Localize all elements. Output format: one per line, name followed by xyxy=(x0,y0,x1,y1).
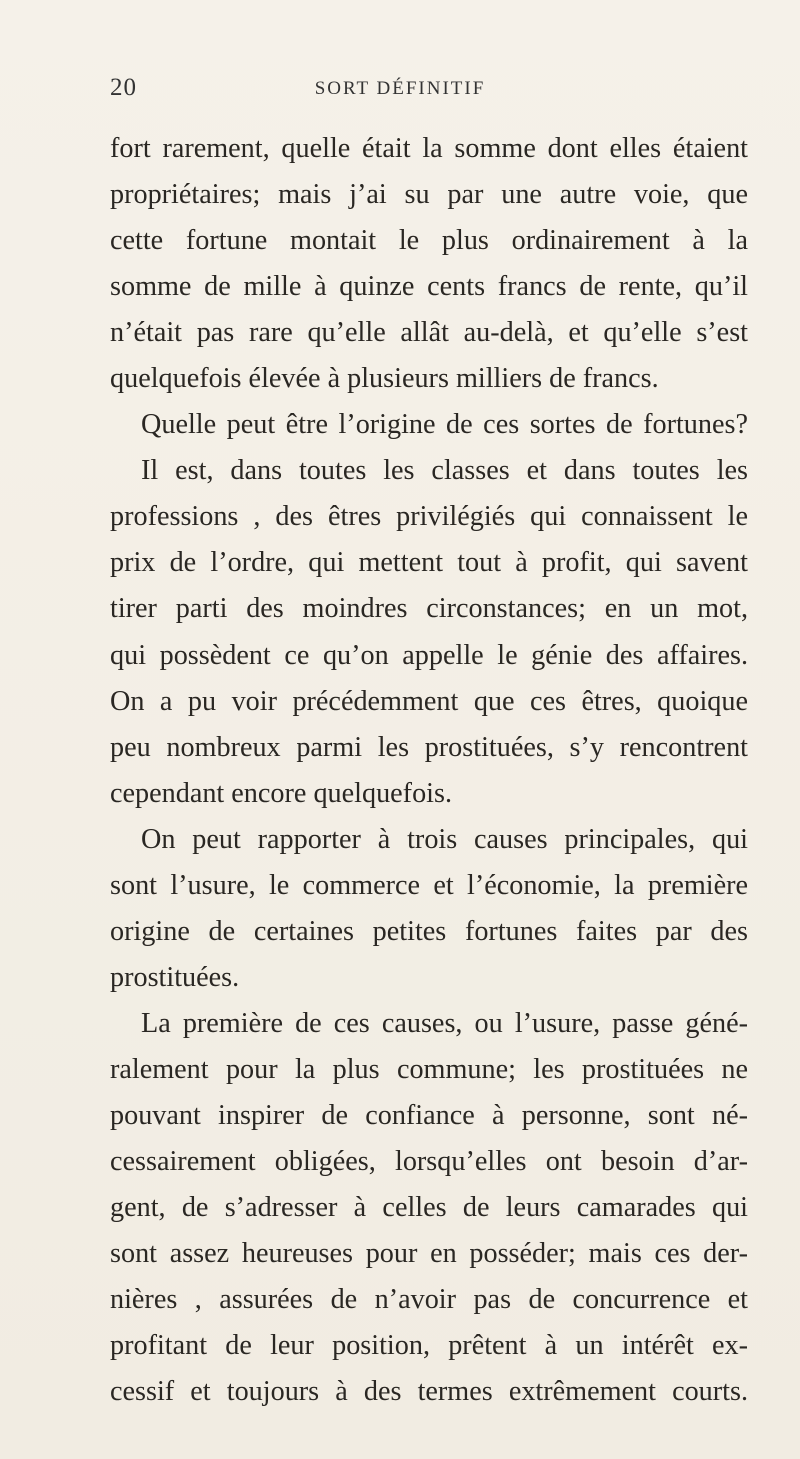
text-line: quelquefois élevée à plusieurs milliers de francs. xyxy=(110,363,659,395)
running-head xyxy=(0,74,800,114)
text-line: nières , assurées de n’avoir pas de concurrence et xyxy=(110,1284,748,1316)
text-line: qui possèdent ce qu’on appelle le génie des affaires. xyxy=(110,639,748,671)
text-line: cette fortune montait le plus ordinairement à la xyxy=(110,225,748,257)
text-line: fort rarement, quelle était la somme dont elles étaient xyxy=(110,133,748,164)
text-line: prix de l’ordre, qui mettent tout à profit, qui savent xyxy=(110,547,748,579)
text-line: origine de certaines petites fortunes faites par des xyxy=(110,915,748,947)
text-line: sont assez heureuses pour en posséder; mais ces der- xyxy=(110,1238,748,1270)
text-line: pouvant inspirer de confiance à personne, sont né- xyxy=(110,1099,748,1131)
text-line: Il est, dans toutes les classes et dans toutes les xyxy=(141,455,748,487)
text-line: Quelle peut être l’origine de ces sortes de fortunes? xyxy=(141,409,748,441)
text-line: propriétaires; mais j’ai su par une autre voie, que xyxy=(110,179,748,211)
text-line: ralement pour la plus commune; les prostituées ne xyxy=(110,1053,748,1085)
body-text xyxy=(110,126,748,1415)
text-line: prostituées. xyxy=(110,961,240,993)
text-line: On peut rapporter à trois causes principales, qui xyxy=(141,823,748,855)
text-line: cependant encore quelquefois. xyxy=(110,777,453,809)
text-line: gent, de s’adresser à celles de leurs camarades qui xyxy=(110,1192,748,1224)
text-line: sont l’usure, le commerce et l’économie, la première xyxy=(110,869,748,901)
text-line: n’était pas rare qu’elle allât au-delà, et qu’elle s’est xyxy=(110,317,748,349)
text-line: cessif et toujours à des termes extrêmement courts. xyxy=(110,1376,748,1408)
text-line: cessairement obligées, lorsqu’elles ont besoin d’ar- xyxy=(110,1146,748,1178)
text-line: somme de mille à quinze cents francs de rente, qu’il xyxy=(110,271,748,303)
text-line: peu nombreux parmi les prostituées, s’y rencontrent xyxy=(110,731,748,763)
text-line: professions , des êtres privilégiés qui connaissent le xyxy=(110,501,748,533)
running-title: SORT DÉFINITIF xyxy=(314,78,486,99)
text-line: tirer parti des moindres circonstances; en un mot, xyxy=(110,593,748,625)
page-number: 20 xyxy=(110,74,137,101)
text-line: profitant de leur position, prêtent à un intérêt ex- xyxy=(110,1330,748,1362)
text-line: La première de ces causes, ou l’usure, passe géné- xyxy=(141,1007,748,1039)
text-line: On a pu voir précédemment que ces êtres, quoique xyxy=(110,685,748,717)
